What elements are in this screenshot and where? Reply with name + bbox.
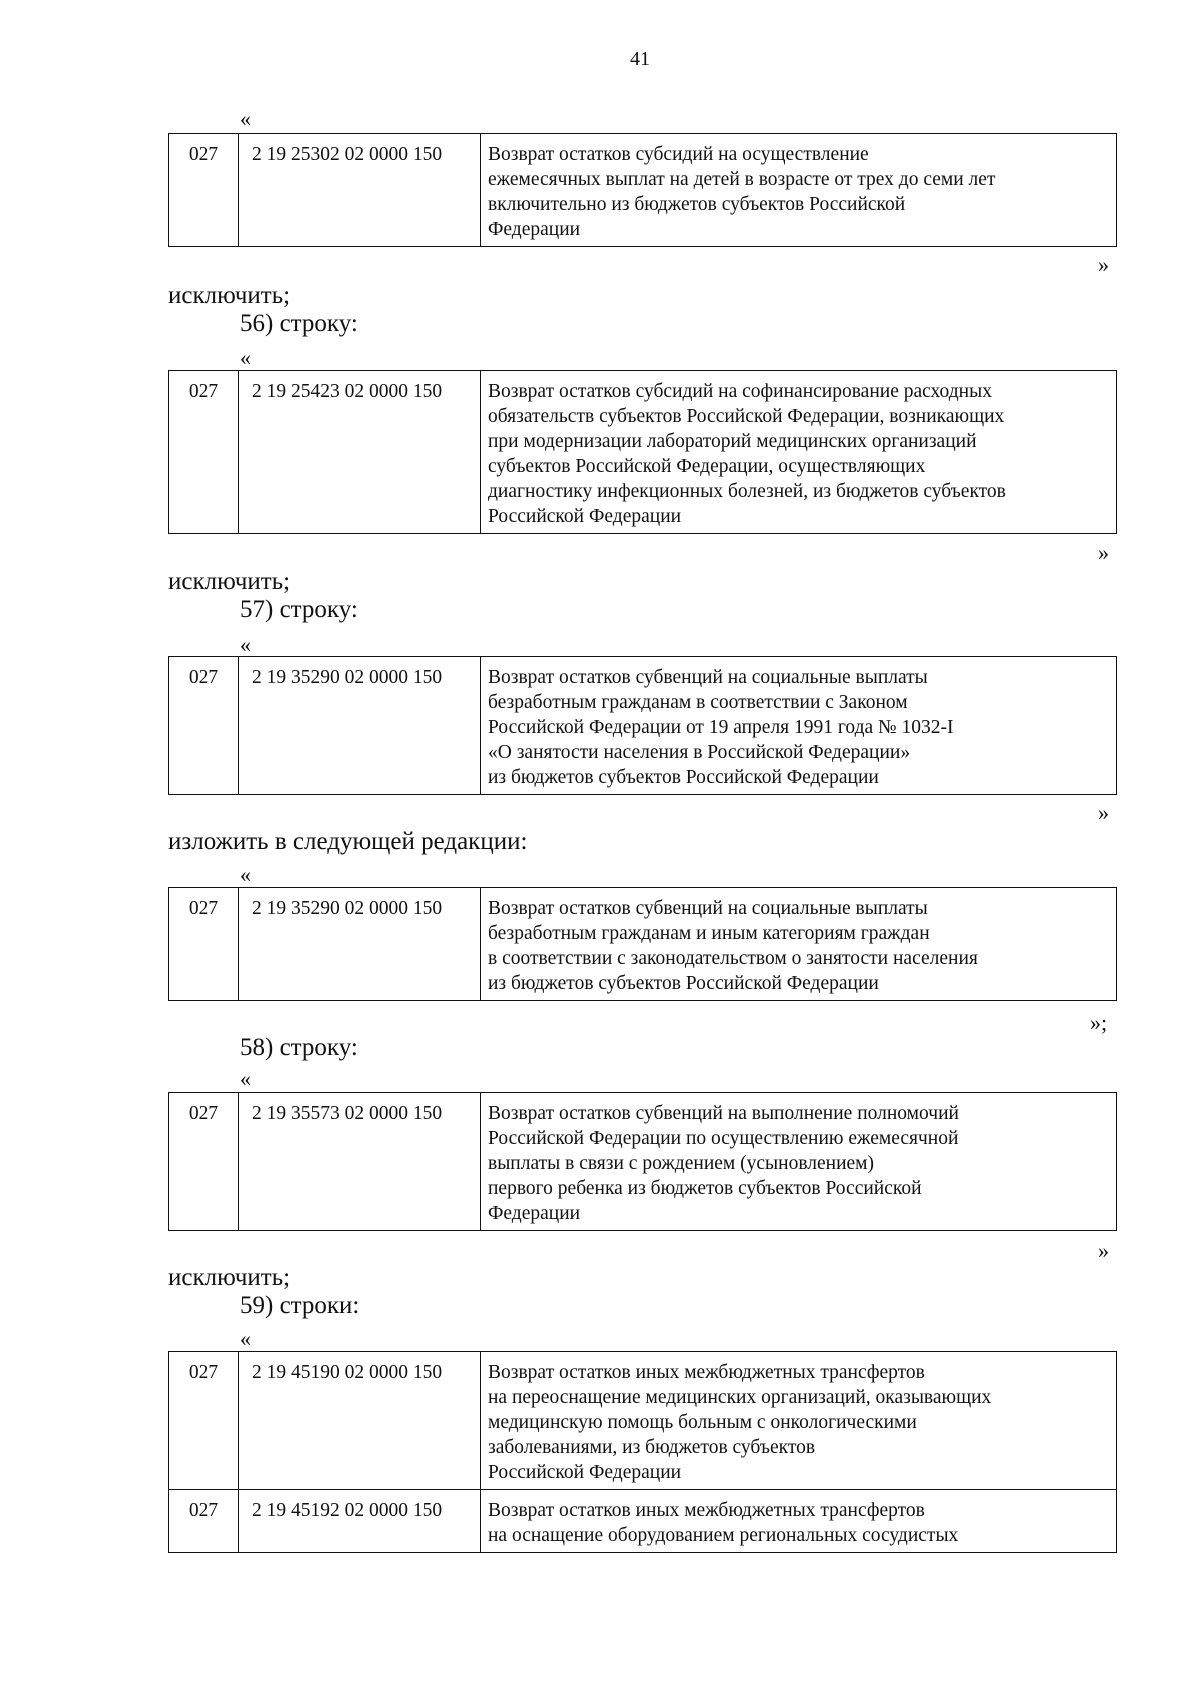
description-line: медицинскую помощь больным с онкологическими	[488, 1412, 917, 1433]
description-line: выплаты в связи с рождением (усыновлением)	[488, 1153, 875, 1174]
description-line: первого ребенка из бюджетов субъектов Российской	[488, 1178, 922, 1199]
table-row	[169, 1352, 1116, 1489]
description-line: Российской Федерации по осуществлению ежемесячной	[488, 1128, 959, 1149]
table-row	[169, 1093, 1116, 1230]
admin-code-cell: 027	[169, 888, 239, 1000]
admin-code-cell: 027	[169, 1490, 239, 1552]
open-quote: «	[240, 345, 251, 370]
description-cell	[482, 1093, 1116, 1230]
open-quote: «	[240, 1066, 251, 1091]
admin-code-cell: 027	[169, 134, 239, 246]
description-line: при модернизации лабораторий медицинских организаций	[488, 431, 977, 452]
item-57-heading: 57) строку:	[240, 596, 358, 623]
description-line: Российской Федерации от 19 апреля 1991 года № 1032-I	[488, 717, 954, 738]
table-row	[169, 371, 1116, 533]
description-cell	[482, 1352, 1116, 1489]
close-quote: »	[1098, 252, 1109, 277]
open-quote: «	[240, 106, 251, 131]
budget-code-cell: 2 19 35573 02 0000 150	[240, 1093, 481, 1230]
item-56-heading: 56) строку:	[240, 310, 358, 337]
restate-instruction: изложить в следующей редакции:	[168, 828, 528, 855]
exclude-instruction: исключить;	[168, 1264, 291, 1291]
description-line: Возврат остатков субвенций на социальные выплаты	[488, 667, 928, 688]
admin-code-cell: 027	[169, 371, 239, 533]
close-quote: »	[1098, 1238, 1109, 1263]
close-quote: »	[1098, 540, 1109, 565]
page-number: 41	[630, 48, 650, 70]
description-line: заболеваниями, из бюджетов субъектов	[488, 1437, 816, 1458]
item-59-heading: 59) строки:	[240, 1292, 360, 1319]
admin-code-cell: 027	[169, 1093, 239, 1230]
description-line: Федерации	[488, 219, 581, 240]
budget-code-cell: 2 19 25302 02 0000 150	[240, 134, 481, 246]
item-58-heading: 58) строку:	[240, 1034, 358, 1061]
table-block	[168, 887, 1117, 1001]
table-row	[169, 1489, 1116, 1552]
budget-code-cell: 2 19 45190 02 0000 150	[240, 1352, 481, 1489]
description-line: Возврат остатков субсидий на осуществление	[488, 144, 869, 165]
description-cell	[482, 1490, 1116, 1552]
description-line: на оснащение оборудованием региональных сосудистых	[488, 1525, 959, 1546]
exclude-instruction: исключить;	[168, 282, 291, 309]
table-block	[168, 370, 1117, 534]
description-line: «О занятости населения в Российской Федерации»	[488, 742, 911, 763]
table-block	[168, 656, 1117, 795]
open-quote: «	[240, 862, 251, 887]
description-cell	[482, 371, 1116, 533]
table-block	[168, 1092, 1117, 1231]
description-cell	[482, 134, 1116, 246]
description-line: Возврат остатков субсидий на софинансирование расходных	[488, 381, 992, 402]
description-line: из бюджетов субъектов Российской Федерации	[488, 767, 879, 788]
budget-code-cell: 2 19 45192 02 0000 150	[240, 1490, 481, 1552]
open-quote: «	[240, 632, 251, 657]
description-line: Российской Федерации	[488, 506, 682, 527]
description-cell	[482, 657, 1116, 794]
table-row	[169, 657, 1116, 794]
description-line: ежемесячных выплат на детей в возрасте от трех до семи лет	[488, 169, 996, 190]
description-line: Возврат остатков субвенций на выполнение полномочий	[488, 1103, 959, 1124]
open-quote: «	[240, 1326, 251, 1351]
table-row	[169, 888, 1116, 1000]
admin-code-cell: 027	[169, 1352, 239, 1489]
description-line: включительно из бюджетов субъектов Российской	[488, 194, 906, 215]
description-line: безработным гражданам и иным категориям граждан	[488, 923, 930, 944]
description-line: диагностику инфекционных болезней, из бюджетов субъектов	[488, 481, 1006, 502]
budget-code-cell: 2 19 35290 02 0000 150	[240, 657, 481, 794]
table-block	[168, 1351, 1117, 1553]
close-quote: »	[1098, 800, 1109, 825]
description-line: Российской Федерации	[488, 1462, 682, 1483]
description-line: Возврат остатков иных межбюджетных трансфертов	[488, 1500, 925, 1521]
description-line: Возврат остатков субвенций на социальные выплаты	[488, 898, 928, 919]
description-line: на переоснащение медицинских организаций, оказывающих	[488, 1387, 992, 1408]
table-row	[169, 134, 1116, 246]
table-block	[168, 133, 1117, 247]
description-line: безработным гражданам в соответствии с Законом	[488, 692, 908, 713]
description-line: субъектов Российской Федерации, осуществляющих	[488, 456, 926, 477]
admin-code-cell: 027	[169, 657, 239, 794]
description-line: обязательств субъектов Российской Федерации, возникающих	[488, 406, 1005, 427]
description-line: Возврат остатков иных межбюджетных трансфертов	[488, 1362, 925, 1383]
budget-code-cell: 2 19 35290 02 0000 150	[240, 888, 481, 1000]
budget-code-cell: 2 19 25423 02 0000 150	[240, 371, 481, 533]
description-line: из бюджетов субъектов Российской Федерации	[488, 973, 879, 994]
description-cell	[482, 888, 1116, 1000]
description-line: Федерации	[488, 1203, 581, 1224]
description-line: в соответствии с законодательством о занятости населения	[488, 948, 978, 969]
exclude-instruction: исключить;	[168, 568, 291, 595]
close-quote-semicolon: »;	[1090, 1010, 1108, 1035]
